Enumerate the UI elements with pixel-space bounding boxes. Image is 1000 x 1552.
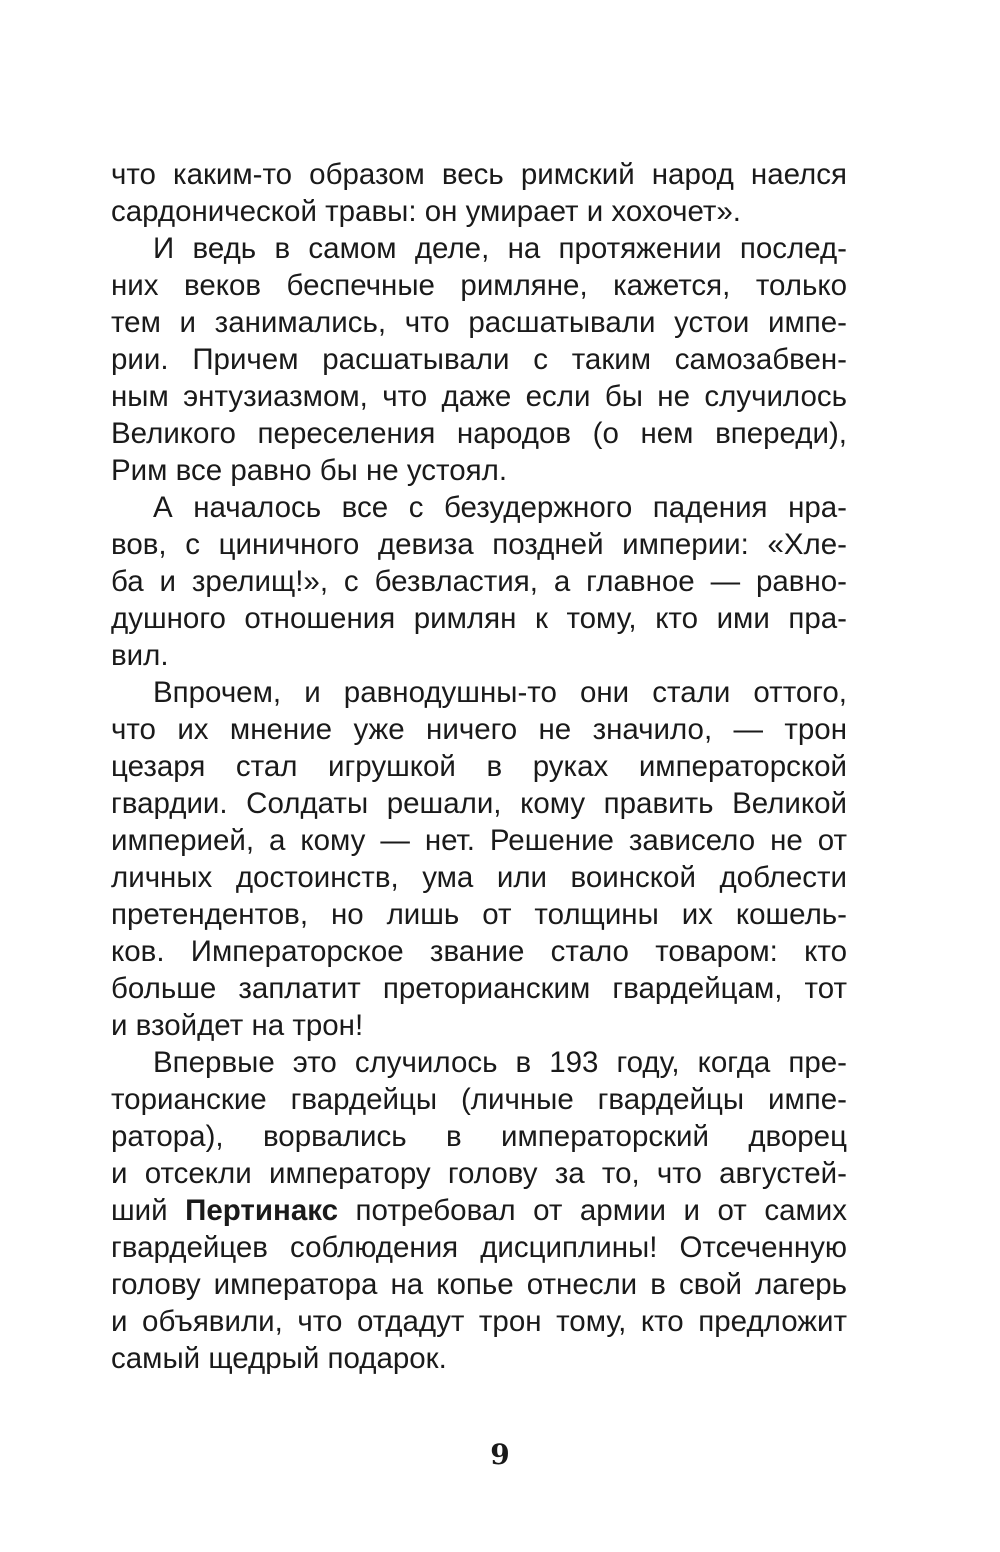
text-line: торианские гвардейцы (личные гвардейцы импе- xyxy=(111,1083,847,1116)
text-line: личных достоинств, ума или воинской доблести xyxy=(111,861,847,894)
text-fragment: потребовал от армии и от самих xyxy=(338,1194,847,1227)
text-line: больше заплатит преторианским гвардейцам, тот xyxy=(111,972,847,1005)
text-line: гвардии. Солдаты решали, кому править Великой xyxy=(111,787,847,820)
text-line: что их мнение уже ничего не значило, — трон xyxy=(111,713,847,746)
text-line: ратора), ворвались в императорский дворец xyxy=(111,1120,847,1153)
text-line: И ведь в самом деле, на протяжении послед- xyxy=(153,232,847,265)
text-line: Впервые это случилось в 193 году, когда пре- xyxy=(153,1046,847,1079)
text-line: самый щедрый подарок. xyxy=(111,1342,447,1375)
text-line: вил. xyxy=(111,639,169,672)
text-line: них веков беспечные римляне, кажется, только xyxy=(111,269,847,302)
text-line: Рим все равно бы не устоял. xyxy=(111,454,508,487)
text-line: что каким-то образом весь римский народ наелся xyxy=(111,158,847,191)
text-line: голову императора на копье отнесли в свой лагерь xyxy=(111,1268,847,1301)
text-line: ба и зрелищ!», с безвластия, а главное — равно- xyxy=(111,565,847,598)
text-line: рии. Причем расшатывали с таким самозабвен- xyxy=(111,343,847,376)
text-line: ков. Императорское звание стало товаром: кто xyxy=(111,935,847,968)
text-line: гвардейцев соблюдения дисциплины! Отсеченную xyxy=(111,1231,847,1264)
text-line: цезаря стал игрушкой в руках императорской xyxy=(111,750,847,783)
text-line: ным энтузиазмом, что даже если бы не случилось xyxy=(111,380,847,413)
text-line: Впрочем, и равнодушны-то они стали оттого, xyxy=(153,676,847,709)
text-line: и отсекли императору голову за то, что августей- xyxy=(111,1157,847,1190)
text-line: и объявили, что отдадут трон тому, кто предложит xyxy=(111,1305,847,1338)
text-line: тем и занимались, что расшатывали устои импе- xyxy=(111,306,847,339)
text-fragment: ший xyxy=(111,1194,186,1227)
text-line-with-name xyxy=(111,1192,847,1229)
text-line: и взойдет на трон! xyxy=(111,1009,364,1042)
emperor-name: Пертинакс xyxy=(185,1194,339,1227)
text-line: вов, с циничного девиза поздней империи: «Хле- xyxy=(111,528,847,561)
text-line: сардонической травы: он умирает и хохочет». xyxy=(111,195,741,228)
page-body-text xyxy=(111,156,847,1377)
text-line: империей, а кому — нет. Решение зависело не от xyxy=(111,824,847,857)
page-number: 9 xyxy=(490,1438,510,1471)
text-line: Великого переселения народов (о нем впереди), xyxy=(111,417,847,450)
text-line: душного отношения римлян к тому, кто ими пра- xyxy=(111,602,847,635)
text-line: претендентов, но лишь от толщины их кошель- xyxy=(111,898,847,931)
text-line: А началось все с безудержного падения нра- xyxy=(153,491,847,524)
